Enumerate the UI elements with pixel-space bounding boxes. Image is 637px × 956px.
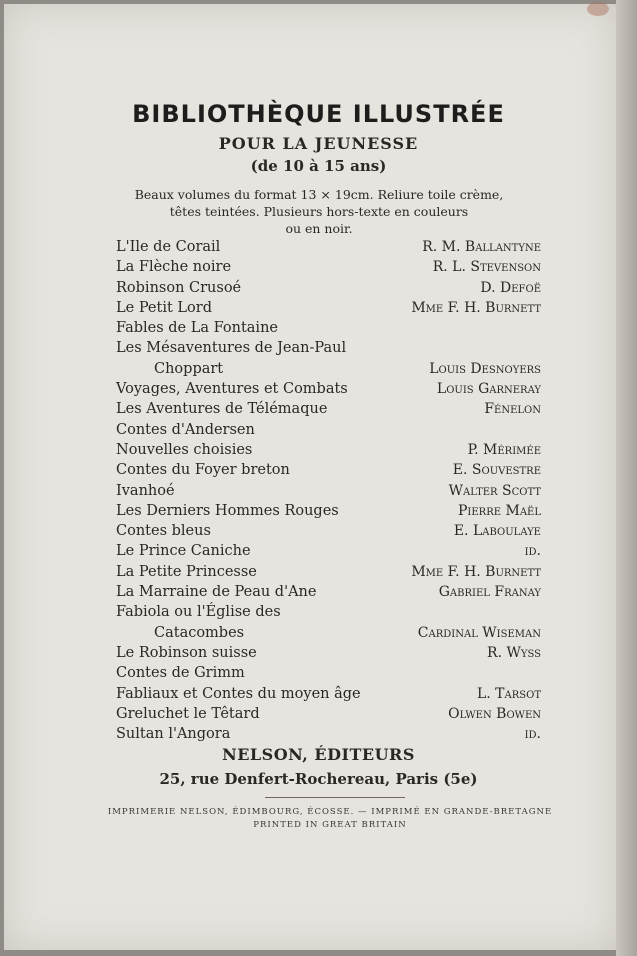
book-author: Cardinal Wiseman — [417, 624, 541, 641]
book-row — [116, 582, 541, 602]
book-title: Fabliaux et Contes du moyen âge — [116, 685, 361, 702]
book-title: Contes de Grimm — [116, 665, 245, 682]
book-title: Le Petit Lord — [116, 299, 212, 316]
age-range: (de 10 à 15 ans) — [250, 157, 387, 175]
book-row — [116, 602, 541, 622]
description-line: ou en noir. — [285, 221, 353, 236]
book-author: Louis Desnoyers — [429, 360, 541, 377]
book-title: Les Mésaventures de Jean-Paul — [116, 340, 347, 357]
book-title: Contes bleus — [116, 523, 211, 540]
book-row — [116, 440, 541, 460]
book-title: L'Ile de Corail — [116, 239, 221, 255]
book-row — [116, 684, 541, 704]
book-row — [116, 359, 541, 379]
imprint-line: PRINTED IN GREAT BRITAIN — [253, 820, 407, 830]
imprint — [0, 806, 637, 832]
book-row — [116, 338, 541, 358]
book-author: Louis Garneray — [436, 381, 541, 398]
book-author: Gabriel Franay — [438, 584, 541, 601]
book-title: Choppart — [154, 360, 224, 377]
book-title: Ivanhoé — [116, 482, 175, 499]
book-title: Contes d'Andersen — [116, 421, 255, 438]
book-author: Fénelon — [484, 401, 541, 418]
book-author: R. Wyss — [487, 644, 541, 661]
book-row — [116, 278, 541, 298]
book-title: Le Prince Caniche — [116, 543, 251, 560]
book-title: Fables de La Fontaine — [116, 320, 278, 337]
book-title: La Petite Princesse — [116, 563, 257, 580]
book-author: Olwen Bowen — [448, 705, 541, 722]
divider — [265, 797, 405, 798]
book-row — [116, 541, 541, 561]
paper-stain — [587, 2, 609, 16]
description-line: têtes teintées. Plusieurs hors-texte en couleurs — [169, 204, 469, 219]
book-row — [116, 420, 541, 440]
book-row — [116, 521, 541, 541]
book-title: Nouvelles choisies — [116, 441, 253, 458]
imprint-line: IMPRIMERIE NELSON, ÉDIMBOURG, ÉCOSSE. — IMPRIMÉ EN GRANDE-BRETAGNE — [107, 807, 553, 817]
book-row — [116, 318, 541, 338]
book-title: Les Aventures de Télémaque — [116, 401, 328, 418]
book-row — [116, 724, 541, 744]
book-row — [116, 257, 541, 277]
book-author: Pierre Maël — [458, 502, 541, 519]
book-row — [116, 399, 541, 419]
book-author: E. Souvestre — [452, 462, 541, 479]
book-list — [116, 237, 541, 744]
book-author: R. M. Ballantyne — [422, 239, 541, 255]
description-line: Beaux volumes du format 13 × 19cm. Reliure toile crème, — [134, 187, 504, 202]
book-title: La Flèche noire — [116, 259, 232, 276]
book-title: Robinson Crusoé — [116, 279, 242, 296]
book-title: Greluchet le Têtard — [116, 705, 260, 722]
book-title: Sultan l'Angora — [116, 726, 231, 743]
book-title: Voyages, Aventures et Combats — [116, 381, 348, 398]
book-author: id. — [524, 726, 541, 743]
series-subtitle: POUR LA JEUNESSE — [218, 134, 419, 153]
book-author: D. Defoë — [480, 279, 541, 296]
book-author: E. Laboulaye — [453, 523, 541, 540]
book-row — [116, 379, 541, 399]
book-row — [116, 623, 541, 643]
series-title: BIBLIOTHÈQUE ILLUSTRÉE — [132, 100, 505, 128]
book-row — [116, 643, 541, 663]
book-author: id. — [524, 543, 541, 560]
book-row — [116, 501, 541, 521]
book-title: Catacombes — [154, 624, 245, 641]
publisher-name: NELSON, ÉDITEURS — [222, 745, 415, 764]
book-row — [116, 663, 541, 683]
format-description — [100, 186, 538, 237]
book-row — [116, 460, 541, 480]
book-author: R. L. Stevenson — [432, 259, 541, 276]
publisher-address: 25, rue Denfert-Rochereau, Paris (5e) — [159, 770, 478, 788]
book-author: Mme F. H. Burnett — [411, 299, 541, 316]
book-title: Le Robinson suisse — [116, 644, 257, 661]
book-author: Mme F. H. Burnett — [411, 563, 541, 580]
book-row — [116, 481, 541, 501]
book-row — [116, 562, 541, 582]
book-author: Walter Scott — [448, 482, 541, 499]
book-title: Fabiola ou l'Église des — [116, 604, 281, 621]
book-row — [116, 298, 541, 318]
book-row — [116, 704, 541, 724]
book-title: Les Derniers Hommes Rouges — [116, 502, 339, 519]
book-author: L. Tarsot — [476, 685, 541, 702]
book-row — [116, 237, 541, 257]
book-author: P. Mérimée — [467, 441, 541, 458]
book-title: La Marraine de Peau d'Ane — [116, 584, 317, 601]
book-title: Contes du Foyer breton — [116, 462, 290, 479]
